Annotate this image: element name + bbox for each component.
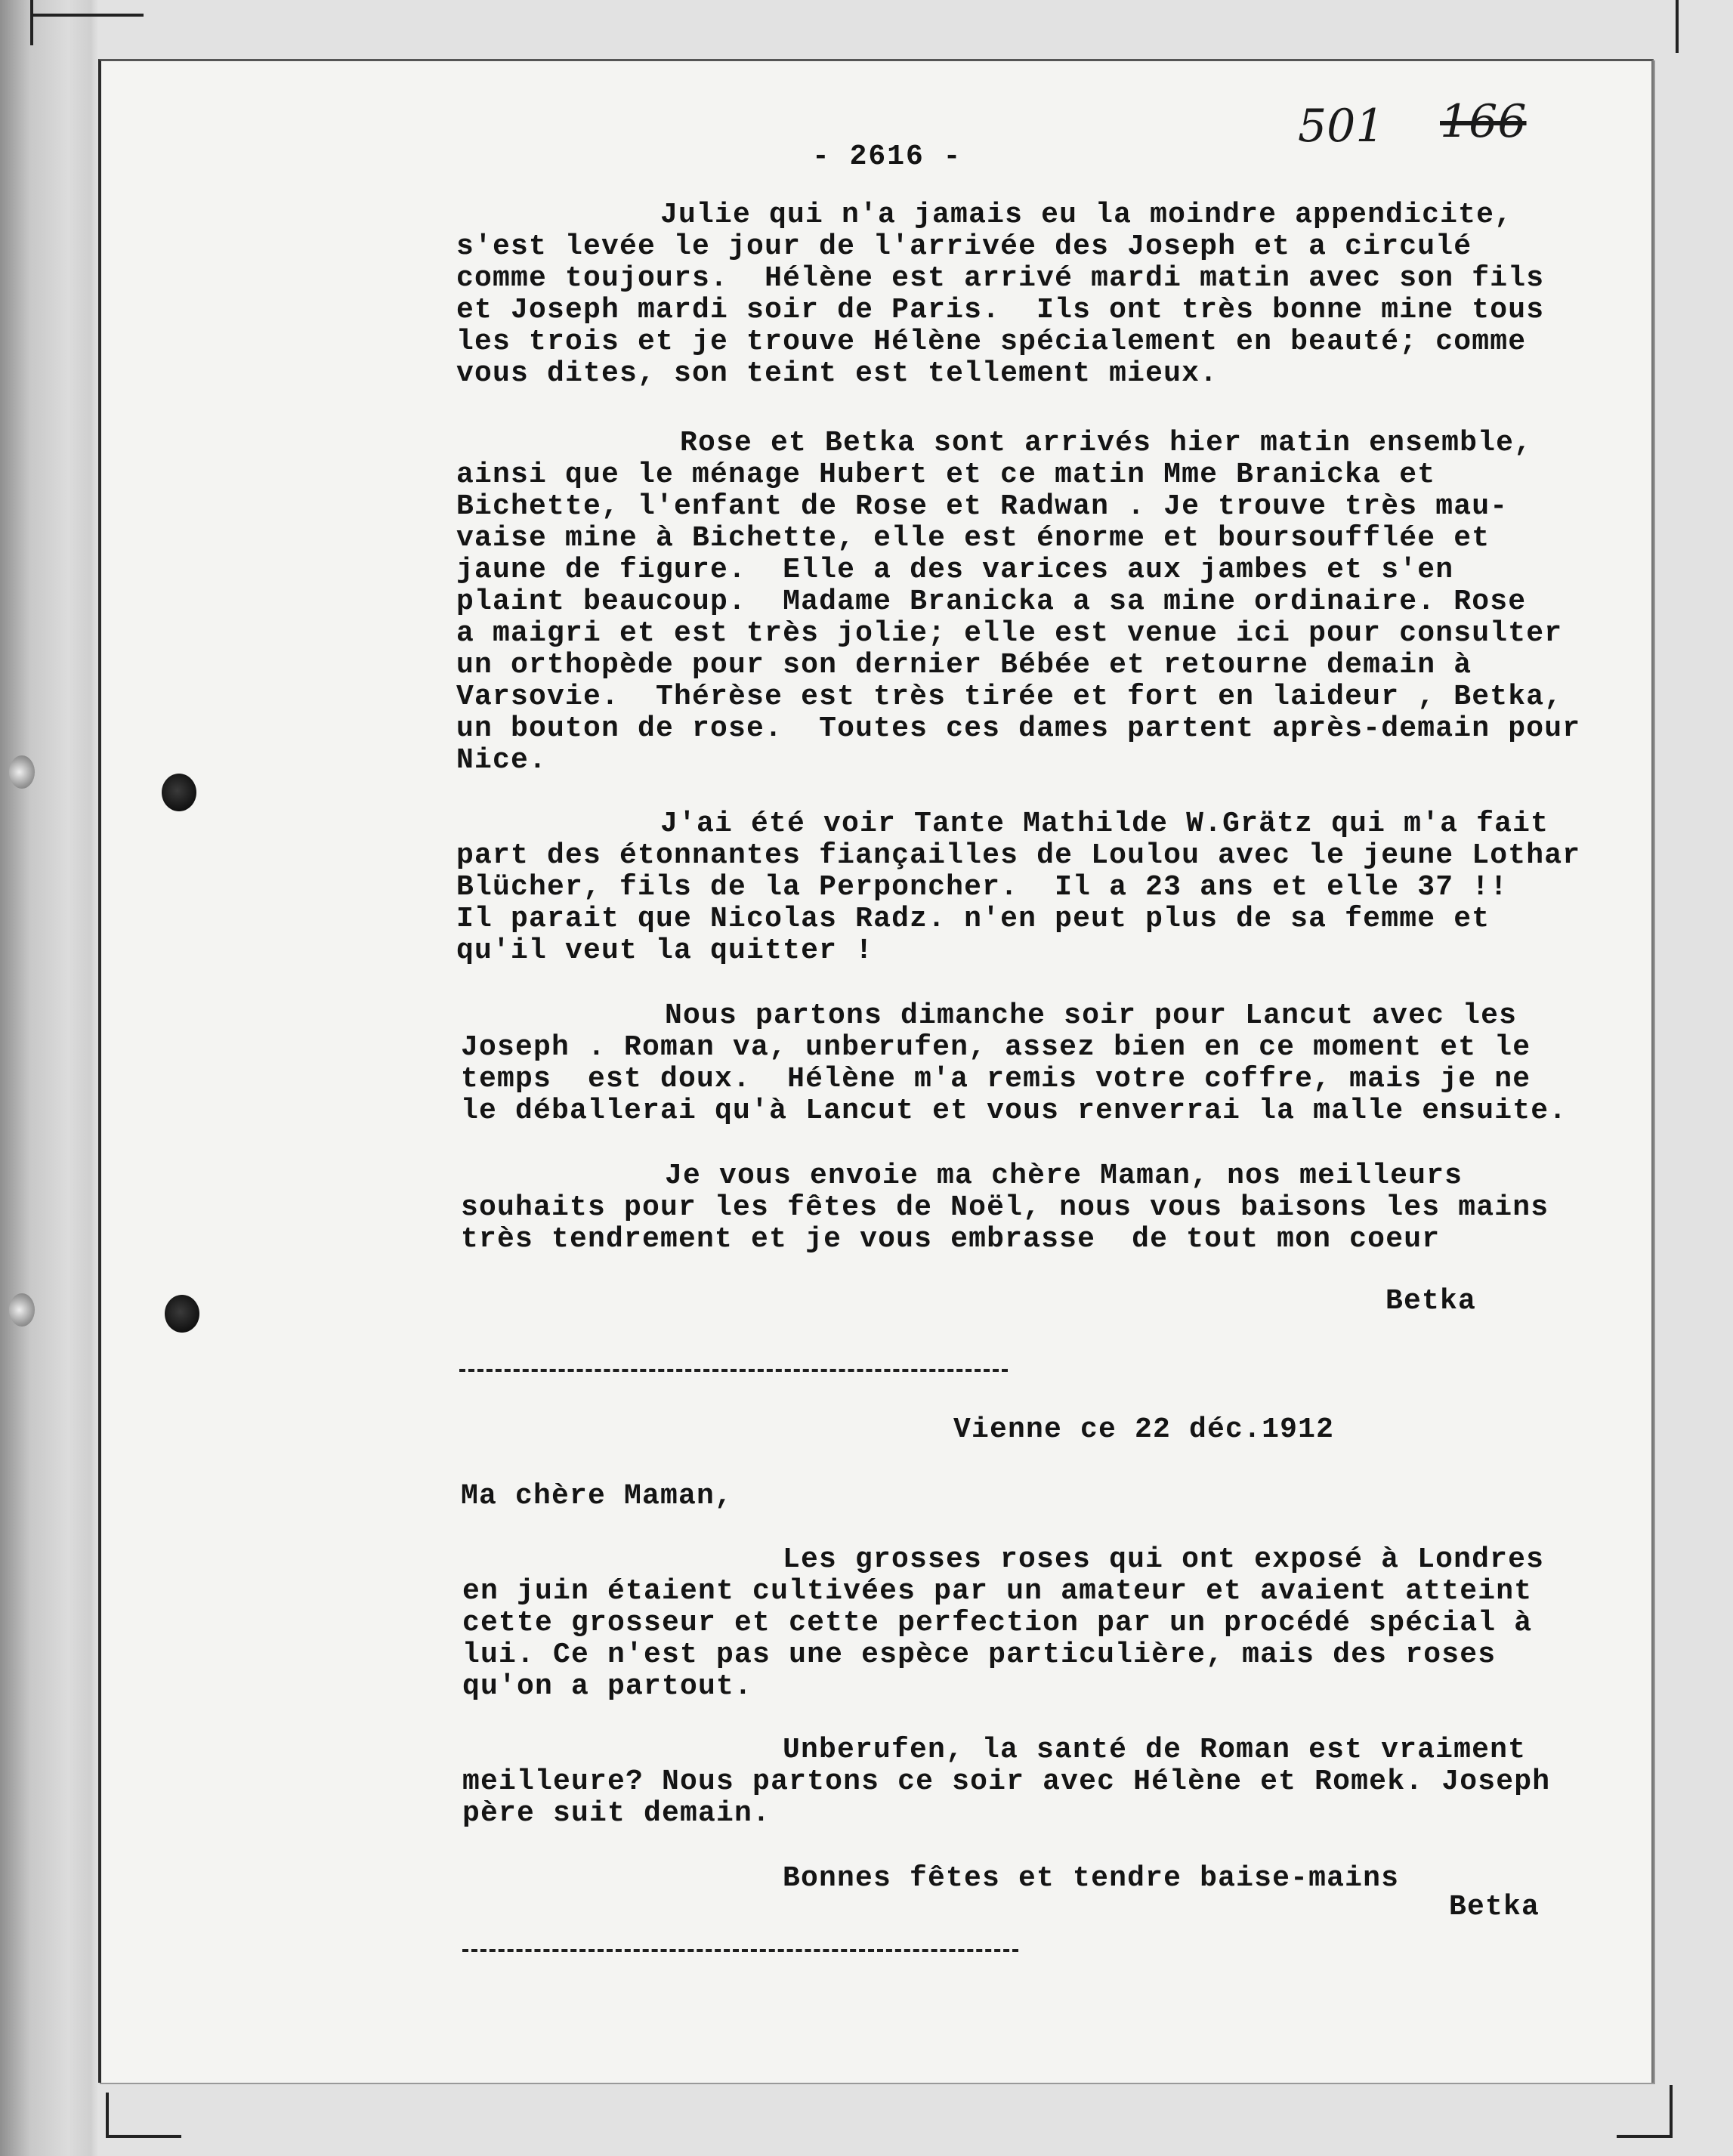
crop-mark-bottom-left-horizontal bbox=[106, 2135, 181, 2138]
text-line: cette grosseur et cette perfection par un procédé spécial à bbox=[462, 1607, 1533, 1639]
text-line: qu'il veut la quitter ! bbox=[456, 934, 874, 967]
text-line: vous dites, son teint est tellement mieux. bbox=[456, 357, 1219, 390]
text-line: un bouton de rose. Toutes ces dames partent après-demain pour bbox=[456, 712, 1581, 745]
binder-hole-1 bbox=[9, 755, 35, 789]
text-line: Unberufen, la santé de Roman est vraiment bbox=[783, 1734, 1527, 1766]
text-line: Varsovie. Thérèse est très tirée et fort en laideur , Betka, bbox=[456, 681, 1563, 713]
text-line: et Joseph mardi soir de Paris. Ils ont très bonne mine tous bbox=[456, 294, 1545, 326]
separator-line bbox=[462, 1949, 1018, 1952]
archive-number-crossed: 166 bbox=[1440, 95, 1527, 148]
crop-mark-bottom-right-horizontal bbox=[1617, 2135, 1673, 2138]
signature: Betka bbox=[1385, 1285, 1477, 1317]
text-line: plaint beaucoup. Madame Branicka a sa mine ordinaire. Rose bbox=[456, 585, 1527, 618]
closing: Bonnes fêtes et tendre baise-mains bbox=[783, 1862, 1400, 1895]
text-line: très tendrement et je vous embrasse de tout mon coeur bbox=[461, 1223, 1441, 1256]
text-line: père suit demain. bbox=[462, 1797, 771, 1830]
text-line: temps est doux. Hélène m'a remis votre coffre, mais je ne bbox=[461, 1063, 1531, 1095]
text-line: Nous partons dimanche soir pour Lancut avec les bbox=[665, 999, 1518, 1032]
place-date: Vienne ce 22 déc.1912 bbox=[953, 1413, 1335, 1446]
punch-hole-2 bbox=[165, 1295, 199, 1333]
archive-number: 501 bbox=[1298, 100, 1385, 153]
text-line: a maigri et est très jolie; elle est venue ici pour consulter bbox=[456, 617, 1563, 650]
text-line: qu'on a partout. bbox=[462, 1670, 753, 1703]
text-line: J'ai été voir Tante Mathilde W.Grätz qui m'a fait bbox=[660, 808, 1549, 840]
crop-mark-top-left bbox=[30, 0, 33, 45]
text-line: meilleure? Nous partons ce soir avec Hélène et Romek. Joseph bbox=[462, 1765, 1551, 1798]
punch-hole-1 bbox=[162, 774, 196, 811]
binder-hole-2 bbox=[9, 1293, 35, 1327]
text-line: Bichette, l'enfant de Rose et Radwan . Je trouve très mau- bbox=[456, 490, 1509, 523]
crop-mark-bottom-left bbox=[106, 2093, 109, 2138]
text-line: part des étonnantes fiançailles de Loulou avec le jeune Lothar bbox=[456, 839, 1581, 872]
page-number: - 2616 - bbox=[812, 141, 962, 173]
text-line: Je vous envoie ma chère Maman, nos meilleurs bbox=[665, 1160, 1463, 1192]
text-line: le déballerai qu'à Lancut et vous renverrai la malle ensuite. bbox=[461, 1095, 1568, 1127]
signature: Betka bbox=[1449, 1891, 1540, 1923]
crop-mark-bottom-right bbox=[1670, 2085, 1673, 2138]
text-line: ainsi que le ménage Hubert et ce matin Mme Branicka et bbox=[456, 459, 1436, 491]
text-line: Rose et Betka sont arrivés hier matin ensemble, bbox=[680, 427, 1533, 459]
text-line: comme toujours. Hélène est arrivé mardi matin avec son fils bbox=[456, 262, 1545, 295]
text-line: s'est levée le jour de l'arrivée des Joseph et a circulé bbox=[456, 230, 1472, 263]
text-line: vaise mine à Bichette, elle est énorme et boursoufflée et bbox=[456, 522, 1491, 554]
text-line: lui. Ce n'est pas une espèce particulière, mais des roses bbox=[462, 1639, 1497, 1671]
separator-line bbox=[459, 1369, 1008, 1372]
text-line: Blücher, fils de la Perponcher. Il a 23 ans et elle 37 !! bbox=[456, 871, 1509, 903]
text-line: jaune de figure. Elle a des varices aux jambes et s'en bbox=[456, 554, 1454, 586]
text-line: Joseph . Roman va, unberufen, assez bien en ce moment et le bbox=[461, 1031, 1531, 1064]
text-line: un orthopède pour son dernier Bébée et retourne demain à bbox=[456, 649, 1472, 681]
text-line: les trois et je trouve Hélène spécialement en beauté; comme bbox=[456, 326, 1527, 358]
text-line: Nice. bbox=[456, 744, 548, 777]
crop-mark-top-right bbox=[1676, 0, 1679, 53]
text-line: souhaits pour les fêtes de Noël, nous vous baisons les mains bbox=[461, 1191, 1549, 1224]
salutation: Ma chère Maman, bbox=[461, 1480, 734, 1512]
text-line: en juin étaient cultivées par un amateur et avaient atteint bbox=[462, 1575, 1533, 1608]
crop-mark-top-left-horizontal bbox=[30, 14, 144, 17]
text-line: Il parait que Nicolas Radz. n'en peut plus de sa femme et bbox=[456, 903, 1491, 935]
text-line: Julie qui n'a jamais eu la moindre appendicite, bbox=[660, 199, 1513, 231]
text-line: Les grosses roses qui ont exposé à Londres bbox=[783, 1543, 1545, 1576]
